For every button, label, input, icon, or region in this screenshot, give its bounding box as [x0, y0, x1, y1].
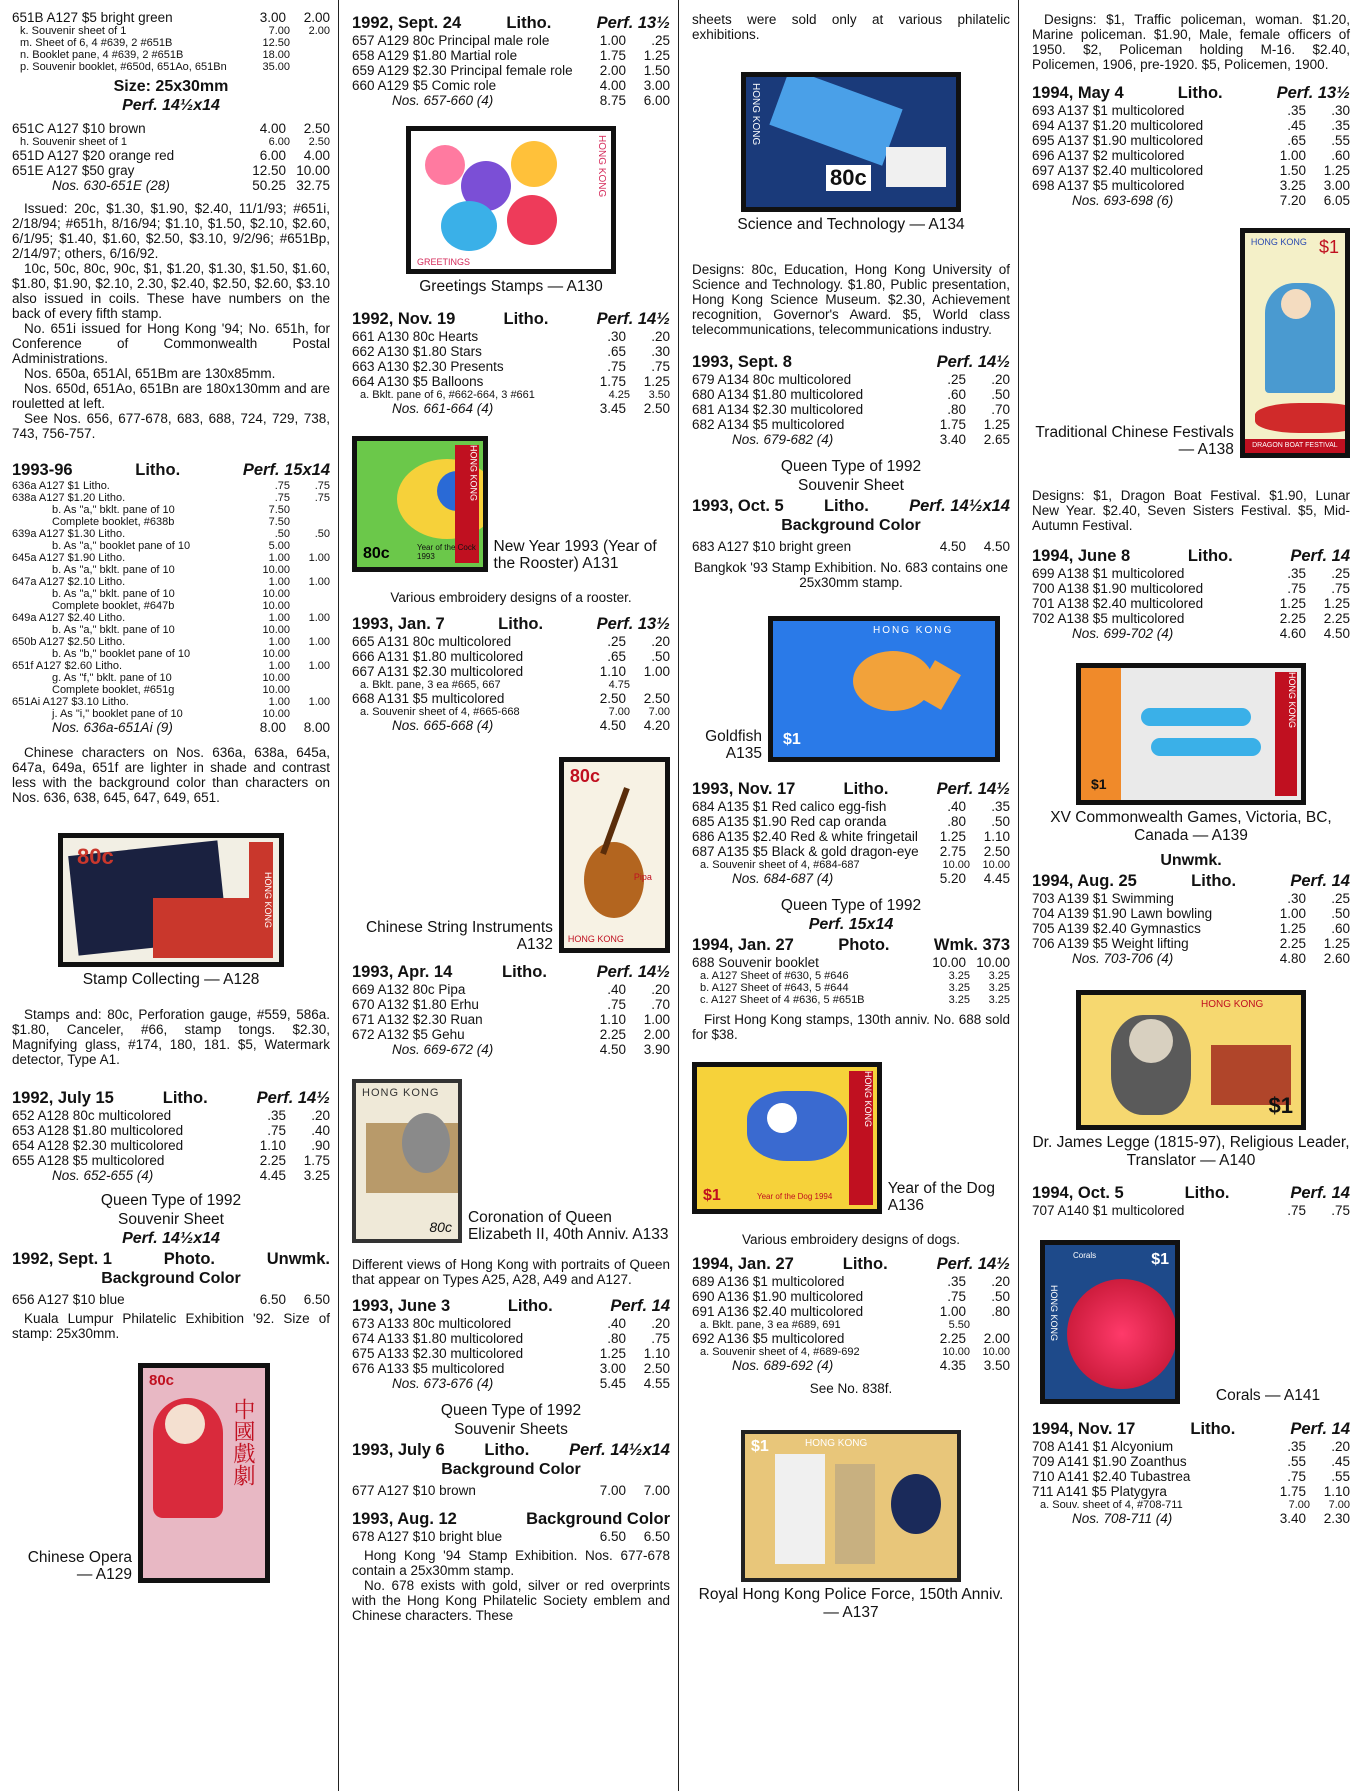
- stamp-image-a141: HONG KONG $1 Corals: [1040, 1240, 1180, 1404]
- entry-list: [1032, 1439, 1350, 1499]
- sub-line: b. As "a," bklt. pane of 10 7.50: [52, 504, 290, 516]
- perf-note: Perf. 14½x14: [122, 97, 220, 114]
- issue-header: 1992, Sept. 1 Photo. Unwmk.: [12, 1250, 330, 1268]
- perf-note: Perf. 15x14: [808, 916, 894, 933]
- paragraph: Nos. 650d, 651Ao, 651Bn are 180x130mm and are rouletted at left.: [12, 381, 330, 411]
- entry-line: 652 A128 80c multicolored .35 .20: [12, 1108, 330, 1123]
- watermark-note: Unwmk.: [1160, 852, 1222, 869]
- entry-line: 658 A129 $1.80 Martial role 1.75 1.25: [352, 48, 670, 63]
- section-title: Queen Type of 1992: [780, 458, 922, 475]
- entry-line: 711 A141 $5 Platygyra 1.75 1.10: [1032, 1484, 1350, 1499]
- issue-header: 1992, Nov. 19 Litho. Perf. 14½: [352, 310, 670, 328]
- sub-line: b. A127 Sheet of #643, 5 #644 3.25 3.25: [700, 982, 1010, 994]
- issue-header: 1993-96 Litho. Perf. 15x14: [12, 461, 330, 479]
- sub-line: Complete booklet, #651g 10.00: [52, 684, 290, 696]
- total-line: Nos. 636a-651Ai (9) 8.00 8.00: [52, 720, 330, 735]
- entry-line: 657 A129 80c Principal male role 1.00 .25: [352, 33, 670, 48]
- caption: New Year 1993 (Year of the Rooster) A131: [493, 538, 657, 572]
- entry-line: 653 A128 $1.80 multicolored .75 .40: [12, 1123, 330, 1138]
- sub-line: 638a A127 $1.20 Litho. .75 .75: [12, 492, 330, 504]
- issue-header: 1994, Jan. 27 Litho. Perf. 14½: [692, 1255, 1010, 1273]
- stamp-image-a140: HONG KONG $1: [1076, 990, 1306, 1130]
- caption: Goldfish A135: [705, 728, 762, 762]
- section-subtitle: Souvenir Sheet: [118, 1211, 224, 1228]
- stamp-image-a136: HONG KONG $1 Year of the Dog 1994: [692, 1062, 882, 1214]
- issue-header: 1993, Oct. 5 Litho. Perf. 14½x14: [692, 497, 1010, 515]
- entry-line: 682 A134 $5 multicolored 1.75 1.25: [692, 417, 1010, 432]
- issue-header: 1993, Nov. 17 Litho. Perf. 14½: [692, 780, 1010, 798]
- entry-line: 687 A135 $5 Black & gold dragon-eye 2.75 2.50: [692, 844, 1010, 859]
- sub-line: 647a A127 $2.10 Litho. 1.00 1.00: [12, 576, 330, 588]
- bg-color-note: Background Color: [441, 1461, 581, 1478]
- caption: Chinese String Instruments A132: [365, 919, 553, 953]
- caption: Traditional Chinese Festivals — A138: [1035, 424, 1234, 458]
- entry-line: 673 A133 80c multicolored .40 .20: [352, 1316, 670, 1331]
- entry-line: 703 A139 $1 Swimming .30 .25: [1032, 891, 1350, 906]
- entry-list: [1032, 566, 1350, 626]
- issue-header: 1992, Sept. 24 Litho. Perf. 13½: [352, 14, 670, 32]
- entry-line: 661 A130 80c Hearts .30 .20: [352, 329, 670, 344]
- sub-line: p. Souvenir booklet, #650d, 651Ao, 651Bn 35.00: [20, 61, 290, 73]
- sub-line: g. As "f," bklt. pane of 10 10.00: [52, 672, 290, 684]
- entry-line: 701 A138 $2.40 multicolored 1.25 1.25: [1032, 596, 1350, 611]
- total-line: Nos. 684-687 (4) 5.20 4.45: [732, 871, 1010, 886]
- caption: Corals — A141: [1215, 1387, 1321, 1404]
- entry-line: 668 A131 $5 multicolored 2.50 2.50: [352, 691, 670, 706]
- paragraph: Various embroidery designs of dogs.: [741, 1232, 961, 1247]
- entry-list: [12, 10, 330, 25]
- entry-line: 651D A127 $20 orange red 6.00 4.00: [12, 148, 330, 163]
- paragraph: Designs: $1, Dragon Boat Festival. $1.90, Lunar New Year. $2.40, Seven Sisters Festival. $5, Mid-Autumn Festival.: [1032, 488, 1350, 533]
- sub-line: 649a A127 $2.40 Litho. 1.00 1.00: [12, 612, 330, 624]
- entry-list: [692, 1274, 1010, 1319]
- entry-list: [352, 33, 670, 93]
- entry-line: 676 A133 $5 multicolored 3.00 2.50: [352, 1361, 670, 1376]
- paragraph: Chinese characters on Nos. 636a, 638a, 645a, 647a, 649a, 651f are lighter in shade and contrast less with the background color than characters on Nos. 636, 638, 645, 647, 649, 651.: [12, 745, 330, 805]
- entry-line: 677 A127 $10 brown 7.00 7.00: [352, 1483, 670, 1498]
- paragraph: No. 678 exists with gold, silver or red overprints with the Hong Kong Philatelic Society emblem and Chinese characters. These: [352, 1578, 670, 1623]
- size-note: Size: 25x30mm: [113, 78, 229, 95]
- entry-list: [692, 799, 1010, 859]
- total-line: Nos. 679-682 (4) 3.40 2.65: [732, 432, 1010, 447]
- total-line: Nos. 708-711 (4) 3.40 2.30: [1072, 1511, 1350, 1526]
- stamp-image-a131: HONG KONG 80c Year of the Cock 1993: [352, 436, 488, 572]
- entry-line: 679 A134 80c multicolored .25 .20: [692, 372, 1010, 387]
- section-title: Queen Type of 1992: [100, 1192, 242, 1209]
- paragraph: sheets were sold only at various philatelic exhibitions.: [692, 12, 1010, 42]
- entry-line: 680 A134 $1.80 multicolored .60 .50: [692, 387, 1010, 402]
- entry-line: 656 A127 $10 blue 6.50 6.50: [12, 1292, 330, 1307]
- caption: XV Commonwealth Games, Victoria, BC, Canada — A139: [1050, 809, 1332, 844]
- paragraph: See No. 838f.: [809, 1381, 893, 1396]
- sub-line: b. As "b," booklet pane of 10 10.00: [52, 648, 290, 660]
- bg-color-note: Background Color: [781, 517, 921, 534]
- entry-line: 696 A137 $2 multicolored 1.00 .60: [1032, 148, 1350, 163]
- sub-line: h. Souvenir sheet of 1 6.00 2.50: [20, 136, 330, 148]
- entry-line: 698 A137 $5 multicolored 3.25 3.00: [1032, 178, 1350, 193]
- entry-line: 651B A127 $5 bright green 3.00 2.00: [12, 10, 330, 25]
- caption: Dr. James Legge (1815-97), Religious Leader, Translator — A140: [1032, 1134, 1350, 1169]
- coil-list: [12, 480, 330, 720]
- sub-line: a. Souv. sheet of 4, #708-711 7.00 7.00: [1040, 1499, 1350, 1511]
- entry-line: 655 A128 $5 multicolored 2.25 1.75: [12, 1153, 330, 1168]
- entry-line: 667 A131 $2.30 multicolored 1.10 1.00: [352, 664, 670, 679]
- paragraph: 10c, 50c, 80c, 90c, $1, $1.20, $1.30, $1.50, $1.60, $1.80, $1.90, $2.10, 2.30, $2.40, $2.50, $2.60, $3.10 also issued in coils. These have numbers on the back of every fifth stamp.: [12, 261, 330, 321]
- total-line: Nos. 703-706 (4) 4.80 2.60: [1072, 951, 1350, 966]
- paragraph: No. 651i issued for Hong Kong '94; No. 651h, for Conference of Commonwealth Postal Administrations.: [12, 321, 330, 366]
- entry-line: 662 A130 $1.80 Stars .65 .30: [352, 344, 670, 359]
- sub-line: a. Souvenir sheet of 4, #684-687 10.00 10.00: [700, 859, 1010, 871]
- column-1: [0, 0, 340, 1791]
- total-line: Nos. 652-655 (4) 4.45 3.25: [52, 1168, 330, 1183]
- paragraph: Kuala Lumpur Philatelic Exhibition '92. Size of stamp: 25x30mm.: [12, 1311, 330, 1341]
- entry-line: 699 A138 $1 multicolored .35 .25: [1032, 566, 1350, 581]
- caption: Chinese Opera — A129: [27, 1549, 132, 1583]
- entry-line: 651C A127 $10 brown 4.00 2.50: [12, 121, 330, 136]
- total-line: Nos. 669-672 (4) 4.50 3.90: [392, 1042, 670, 1057]
- sub-line: b. As "a," bklt. pane of 10 10.00: [52, 588, 290, 600]
- sub-list: [12, 25, 330, 73]
- entry-list: [352, 634, 670, 679]
- paragraph: Different views of Hong Kong with portraits of Queen that appear on Types A25, A28, A49 and A127.: [352, 1257, 670, 1287]
- total-line: Nos. 665-668 (4) 4.50 4.20: [392, 718, 670, 733]
- sub-line: Complete booklet, #638b 7.50: [52, 516, 290, 528]
- column-3: [680, 0, 1020, 1791]
- entry-line: 675 A133 $2.30 multicolored 1.25 1.10: [352, 1346, 670, 1361]
- issue-header: 1994, May 4 Litho. Perf. 13½: [1032, 84, 1350, 102]
- paragraph: Nos. 650a, 651Al, 651Bm are 130x85mm.: [24, 366, 276, 381]
- caption: Stamp Collecting — A128: [82, 971, 260, 988]
- stamp-image-a130: HONG KONG GREETINGS: [406, 126, 616, 274]
- entry-line: 683 A127 $10 bright green 4.50 4.50: [692, 539, 1010, 554]
- entry-line: 659 A129 $2.30 Principal female role 2.00 1.50: [352, 63, 670, 78]
- sub-line: c. A127 Sheet of 4 #636, 5 #651B 3.25 3.25: [700, 994, 1010, 1006]
- stamp-block: [12, 1363, 330, 1583]
- entry-line: 704 A139 $1.90 Lawn bowling 1.00 .50: [1032, 906, 1350, 921]
- paragraph: Hong Kong '94 Stamp Exhibition. Nos. 677-678 contain a 25x30mm stamp.: [352, 1548, 670, 1578]
- stamp-image-a137: HONG KONG $1: [741, 1430, 961, 1582]
- paragraph: See Nos. 656, 677-678, 683, 688, 724, 729, 738, 743, 756-757.: [12, 411, 330, 441]
- entry-line: 708 A141 $1 Alcyonium .35 .20: [1032, 1439, 1350, 1454]
- entry-line: 697 A137 $2.40 multicolored 1.50 1.25: [1032, 163, 1350, 178]
- caption: Coronation of Queen Elizabeth II, 40th Anniv. A133: [467, 1209, 669, 1243]
- entry-line: 671 A132 $2.30 Ruan 1.10 1.00: [352, 1012, 670, 1027]
- entry-line: 651E A127 $50 gray 12.50 10.00: [12, 163, 330, 178]
- sub-line: n. Booklet pane, 4 #639, 2 #651B 18.00: [20, 49, 290, 61]
- entry-line: 705 A139 $2.40 Gymnastics 1.25 .60: [1032, 921, 1350, 936]
- paragraph: Designs: 80c, Education, Hong Kong University of Science and Technology. $1.80, Public presentation, Hong Kong Science Museum. $2.30, Achievement recognition, Governor's Award. $5, World class telecommunications, telecommunications industry.: [692, 262, 1010, 337]
- paragraph: Various embroidery designs of a rooster.: [390, 590, 632, 605]
- entry-line: 706 A139 $5 Weight lifting 2.25 1.25: [1032, 936, 1350, 951]
- sub-line: m. Sheet of 6, 4 #639, 2 #651B 12.50: [20, 37, 290, 49]
- issue-header: 1993, Jan. 7 Litho. Perf. 13½: [352, 615, 670, 633]
- sub-line: b. As "a," booklet pane of 10 5.00: [52, 540, 290, 552]
- issue-header: 1992, July 15 Litho. Perf. 14½: [12, 1089, 330, 1107]
- entry-line: 678 A127 $10 bright blue 6.50 6.50: [352, 1529, 670, 1544]
- entry-list: [692, 372, 1010, 432]
- perf-note: Perf. 14½x14: [122, 1230, 220, 1247]
- sub-line: 636a A127 $1 Litho. .75 .75: [12, 480, 330, 492]
- stamp-image-a135: HONG KONG $1: [768, 616, 1000, 762]
- paragraph: Issued: 20c, $1.30, $1.90, $2.40, 11/1/93; #651i, 2/18/94; #651h, 8/16/94; $1.10, $1.50, $2.10, $2.60, 6/1/95; $1.40, $1.60, $2.50, $3.10, 9/2/96; #651Bp, 2/14/97; others, 6/16/92.: [12, 201, 330, 261]
- sub-line: 639a A127 $1.30 Litho. .50 .50: [12, 528, 330, 540]
- column-4: [1020, 0, 1360, 1791]
- stamp-block: [1032, 228, 1350, 458]
- entry-line: 685 A135 $1.90 Red cap oranda .80 .50: [692, 814, 1010, 829]
- entry-list: [12, 121, 330, 193]
- entry-line: 688 Souvenir booklet 10.00 10.00: [692, 955, 1010, 970]
- entry-line: 663 A130 $2.30 Presents .75 .75: [352, 359, 670, 374]
- sub-line: 651f A127 $2.60 Litho. 1.00 1.00: [12, 660, 330, 672]
- entry-line: 689 A136 $1 multicolored .35 .20: [692, 1274, 1010, 1289]
- issue-header: 1994, June 8 Litho. Perf. 14: [1032, 547, 1350, 565]
- bg-color-note: Background Color: [101, 1270, 241, 1287]
- stamp-image-a134: HONG KONG 80c: [741, 72, 961, 212]
- total-line: Nos. 661-664 (4) 3.45 2.50: [392, 401, 670, 416]
- entry-list: [1032, 891, 1350, 951]
- entry-line: 681 A134 $2.30 multicolored .80 .70: [692, 402, 1010, 417]
- stamp-image-a139: HONG KONG $1: [1076, 663, 1306, 805]
- caption: Greetings Stamps — A130: [419, 278, 603, 295]
- issue-header: 1993, Aug. 12 Background Color: [352, 1510, 670, 1528]
- entry-list: [352, 982, 670, 1042]
- sub-line: 651Ai A127 $3.10 Litho. 1.00 1.00: [12, 696, 330, 708]
- section-subtitle: Souvenir Sheets: [454, 1421, 568, 1438]
- entry-line: 664 A130 $5 Balloons 1.75 1.25: [352, 374, 670, 389]
- sub-line: a. Bklt. pane, 3 ea #689, 691 5.50: [700, 1319, 970, 1331]
- stamp-image-a128: HONG KONG 80c: [58, 833, 284, 967]
- entry-line: 672 A132 $5 Gehu 2.25 2.00: [352, 1027, 670, 1042]
- entry-line: 695 A137 $1.90 multicolored .65 .55: [1032, 133, 1350, 148]
- paragraph: Designs: $1, Traffic policeman, woman. $1.20, Marine policeman. $1.90, Male, female officers of 1950. $2, Policeman holding M-16. $2.40, Policemen, 1906, pre-1920. $5, Policemen, 1900.: [1032, 12, 1350, 72]
- caption: Royal Hong Kong Police Force, 150th Anniv. — A137: [698, 1586, 1004, 1621]
- section-subtitle: Souvenir Sheet: [798, 477, 904, 494]
- entry-line: 690 A136 $1.90 multicolored .75 .50: [692, 1289, 1010, 1304]
- stamp-block: [692, 1062, 1010, 1214]
- entry-line: 709 A141 $1.90 Zoanthus .55 .45: [1032, 1454, 1350, 1469]
- entry-line: 666 A131 $1.80 multicolored .65 .50: [352, 649, 670, 664]
- sub-line: 645a A127 $1.90 Litho. 1.00 1.00: [12, 552, 330, 564]
- entry-line: 691 A136 $2.40 multicolored 1.00 .80: [692, 1304, 1010, 1319]
- entry-list: [352, 1316, 670, 1376]
- caption: Year of the Dog A136: [887, 1180, 995, 1214]
- entry-line: Nos. 630-651E (28) 50.25 32.75: [52, 178, 330, 193]
- sub-line: j. As "i," booklet pane of 10 10.00: [52, 708, 290, 720]
- issue-header: 1994, Nov. 17 Litho. Perf. 14: [1032, 1420, 1350, 1438]
- stamp-image-a138: HONG KONG $1 DRAGON BOAT FESTIVAL: [1240, 228, 1350, 458]
- paragraph: Stamps and: 80c, Perforation gauge, #559, 586a. $1.80, Canceler, #66, stamp tongs. $2.30, Magnifying glass, #174, 180, 181. $5, Watermark detector, Type A1.: [12, 1007, 330, 1067]
- total-line: Nos. 693-698 (6) 7.20 6.05: [1072, 193, 1350, 208]
- issue-header: 1993, Apr. 14 Litho. Perf. 14½: [352, 963, 670, 981]
- section-title: Queen Type of 1992: [440, 1402, 582, 1419]
- entry-line: 702 A138 $5 multicolored 2.25 2.25: [1032, 611, 1350, 626]
- sub-list: [692, 970, 1010, 1006]
- entry-line: 693 A137 $1 multicolored .35 .30: [1032, 103, 1350, 118]
- entry-line: 665 A131 80c multicolored .25 .20: [352, 634, 670, 649]
- issue-header: 1993, July 6 Litho. Perf. 14½x14: [352, 1441, 670, 1459]
- sub-line: a. Bklt. pane, 3 ea #665, 667 4.75: [360, 679, 630, 691]
- sub-line: b. As "a," bklt. pane of 10 10.00: [52, 624, 290, 636]
- entry-line: 692 A136 $5 multicolored 2.25 2.00: [692, 1331, 1010, 1346]
- stamp-block: [352, 436, 670, 572]
- total-line: Nos. 699-702 (4) 4.60 4.50: [1072, 626, 1350, 641]
- entry-line: 670 A132 $1.80 Erhu .75 .70: [352, 997, 670, 1012]
- issue-header: 1994, Aug. 25 Litho. Perf. 14: [1032, 872, 1350, 890]
- entry-line: 684 A135 $1 Red calico egg-fish .40 .35: [692, 799, 1010, 814]
- issue-header: 1993, June 3 Litho. Perf. 14: [352, 1297, 670, 1315]
- sub-line: a. A127 Sheet of #630, 5 #646 3.25 3.25: [700, 970, 1010, 982]
- issue-header: 1993, Sept. 8 Perf. 14½: [692, 353, 1010, 371]
- issue-header: 1994, Oct. 5 Litho. Perf. 14: [1032, 1184, 1350, 1202]
- entry-line: 694 A137 $1.20 multicolored .45 .35: [1032, 118, 1350, 133]
- total-line: Nos. 689-692 (4) 4.35 3.50: [732, 1358, 1010, 1373]
- stamp-block: [352, 1079, 670, 1243]
- issue-header: 1994, Jan. 27 Photo. Wmk. 373: [692, 936, 1010, 954]
- entry-line: 686 A135 $2.40 Red & white fringetail 1.25 1.10: [692, 829, 1010, 844]
- stamp-image-a129: 中國戲劇 80c: [138, 1363, 270, 1583]
- paragraph: Bangkok '93 Stamp Exhibition. No. 683 contains one 25x30mm stamp.: [693, 560, 1009, 590]
- stamp-block: [692, 616, 1010, 762]
- total-line: Nos. 657-660 (4) 8.75 6.00: [392, 93, 670, 108]
- section-title: Queen Type of 1992: [780, 897, 922, 914]
- paragraph: First Hong Kong stamps, 130th anniv. No. 688 sold for $38.: [692, 1012, 1010, 1042]
- total-line: Nos. 673-676 (4) 5.45 4.55: [392, 1376, 670, 1391]
- entry-line: 700 A138 $1.90 multicolored .75 .75: [1032, 581, 1350, 596]
- caption: Science and Technology — A134: [737, 216, 965, 233]
- entry-line: 674 A133 $1.80 multicolored .80 .75: [352, 1331, 670, 1346]
- entry-line: 707 A140 $1 multicolored .75 .75: [1032, 1203, 1350, 1218]
- sub-line: b. As "a," bklt. pane of 10 10.00: [52, 564, 290, 576]
- column-2: [340, 0, 680, 1791]
- entry-line: 710 A141 $2.40 Tubastrea .75 .55: [1032, 1469, 1350, 1484]
- entry-line: 669 A132 80c Pipa .40 .20: [352, 982, 670, 997]
- entry-line: 654 A128 $2.30 multicolored 1.10 .90: [12, 1138, 330, 1153]
- sub-line: a. Bklt. pane of 6, #662-664, 3 #661 4.25 3.50: [360, 389, 670, 401]
- stamp-block: [1032, 1240, 1350, 1404]
- sub-line: a. Souvenir sheet of 4, #665-668 7.00 7.00: [360, 706, 670, 718]
- stamp-image-a133: HONG KONG 80c: [352, 1079, 462, 1243]
- entry-list: [352, 329, 670, 389]
- entry-list: [1032, 103, 1350, 193]
- sub-line: 650b A127 $2.50 Litho. 1.00 1.00: [12, 636, 330, 648]
- entry-line: 660 A129 $5 Comic role 4.00 3.00: [352, 78, 670, 93]
- stamp-block: [352, 757, 670, 953]
- sub-line: a. Souvenir sheet of 4, #689-692 10.00 10.00: [700, 1346, 1010, 1358]
- entry-list: [12, 1108, 330, 1168]
- sub-line: Complete booklet, #647b 10.00: [52, 600, 290, 612]
- stamp-image-a132: 80c Pipa HONG KONG: [559, 757, 670, 953]
- sub-line: k. Souvenir sheet of 1 7.00 2.00: [20, 25, 330, 37]
